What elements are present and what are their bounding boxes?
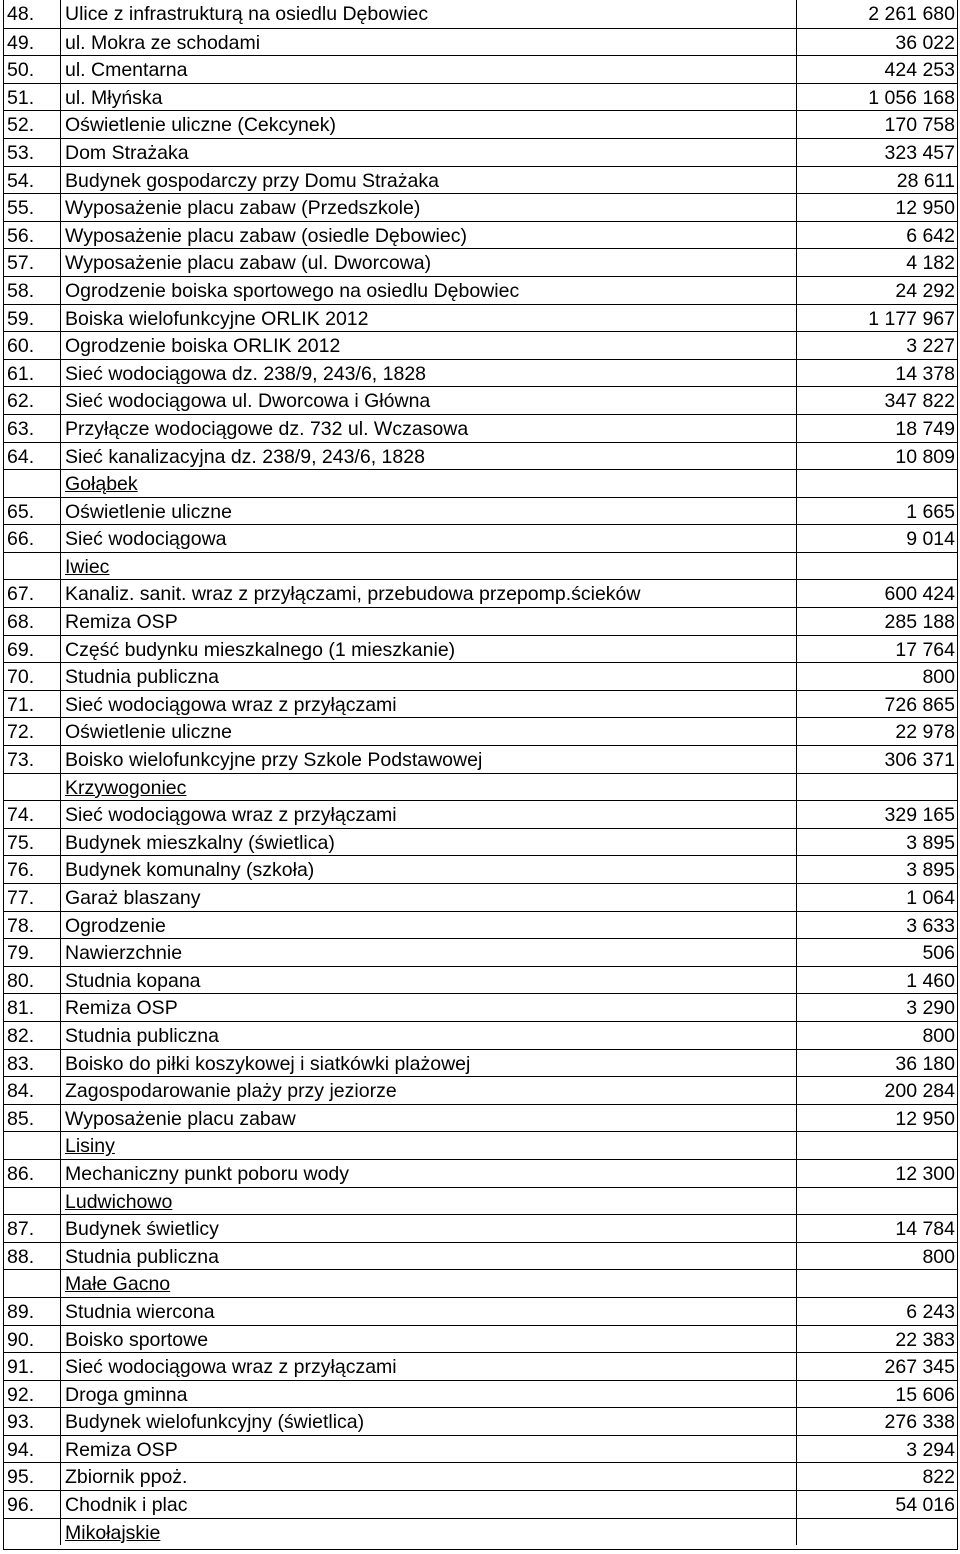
row-number: 88. bbox=[4, 1243, 61, 1270]
item-value: 6 642 bbox=[906, 224, 955, 247]
item-name: Studnia wiercona bbox=[61, 1298, 797, 1325]
section-title: Mikołajskie bbox=[61, 1519, 797, 1546]
item-name: Sieć wodociągowa dz. 238/9, 243/6, 1828 bbox=[61, 360, 797, 387]
section-header-row bbox=[4, 1187, 957, 1215]
table-row bbox=[4, 386, 957, 414]
row-number: 86. bbox=[4, 1160, 61, 1187]
row-number: 92. bbox=[4, 1381, 61, 1408]
section-header-row bbox=[4, 1131, 957, 1159]
table-row bbox=[4, 276, 957, 304]
item-name: Ogrodzenie bbox=[61, 912, 797, 939]
section-title: Lisiny bbox=[61, 1132, 797, 1159]
row-number: 73. bbox=[4, 746, 61, 773]
item-name: Budynek komunalny (szkoła) bbox=[61, 856, 797, 883]
row-number: 84. bbox=[4, 1077, 61, 1104]
item-value: 22 383 bbox=[895, 1328, 955, 1351]
item-name: Ogrodzenie boiska sportowego na osiedlu Dębowiec bbox=[61, 277, 797, 304]
table-row bbox=[4, 1214, 957, 1242]
table-row bbox=[4, 690, 957, 718]
row-number bbox=[4, 1132, 61, 1159]
item-name: Studnia publiczna bbox=[61, 1243, 797, 1270]
item-name: Chodnik i plac bbox=[61, 1491, 797, 1518]
row-number: 94. bbox=[4, 1436, 61, 1463]
item-value: 323 457 bbox=[884, 141, 955, 164]
table-row bbox=[4, 110, 957, 138]
row-number: 78. bbox=[4, 912, 61, 939]
row-number: 58. bbox=[4, 277, 61, 304]
item-name: Budynek świetlicy bbox=[61, 1215, 797, 1242]
table-row bbox=[4, 1435, 957, 1463]
item-name: Zbiornik ppoż. bbox=[61, 1463, 797, 1490]
item-name: ul. Cmentarna bbox=[61, 56, 797, 83]
table-row bbox=[4, 1380, 957, 1408]
item-value: 347 822 bbox=[884, 390, 955, 413]
row-number: 59. bbox=[4, 305, 61, 332]
item-name: Wyposażenie placu zabaw (ul. Dworcowa) bbox=[61, 249, 797, 276]
table-row bbox=[4, 1297, 957, 1325]
item-name: Wyposażenie placu zabaw (Przedszkole) bbox=[61, 194, 797, 221]
item-name: Budynek mieszkalny (świetlica) bbox=[61, 829, 797, 856]
item-value bbox=[797, 1519, 957, 1546]
row-number: 61. bbox=[4, 360, 61, 387]
row-number: 49. bbox=[4, 29, 61, 56]
row-number bbox=[4, 1519, 61, 1546]
item-name: Sieć wodociągowa wraz z przyłączami bbox=[61, 1353, 797, 1380]
item-name: ul. Mokra ze schodami bbox=[61, 29, 797, 56]
row-number: 96. bbox=[4, 1491, 61, 1518]
item-name: Budynek gospodarczy przy Domu Strażaka bbox=[61, 167, 797, 194]
row-number: 74. bbox=[4, 801, 61, 828]
item-value: 800 bbox=[922, 666, 955, 689]
item-name: Sieć wodociągowa wraz z przyłączami bbox=[61, 691, 797, 718]
item-name: Sieć wodociągowa wraz z przyłączami bbox=[61, 801, 797, 828]
item-value: 36 022 bbox=[895, 31, 955, 54]
item-value: 285 188 bbox=[884, 611, 955, 634]
table-row bbox=[4, 828, 957, 856]
item-value: 54 016 bbox=[895, 1494, 955, 1517]
item-name: Mechaniczny punkt poboru wody bbox=[61, 1160, 797, 1187]
item-value: 200 284 bbox=[884, 1080, 955, 1103]
item-name: Dom Strażaka bbox=[61, 139, 797, 166]
table-row bbox=[4, 359, 957, 387]
row-number: 50. bbox=[4, 56, 61, 83]
item-name: Boisko wielofunkcyjne przy Szkole Podstawowej bbox=[61, 746, 797, 773]
row-number: 67. bbox=[4, 580, 61, 607]
item-name: Nawierzchnie bbox=[61, 939, 797, 966]
item-name: Remiza OSP bbox=[61, 608, 797, 635]
item-name: Wyposażenie placu zabaw bbox=[61, 1105, 797, 1132]
item-value: 22 978 bbox=[895, 721, 955, 744]
table-row bbox=[4, 248, 957, 276]
table-row bbox=[4, 0, 957, 28]
row-number: 75. bbox=[4, 829, 61, 856]
item-value: 10 809 bbox=[895, 445, 955, 468]
row-number: 69. bbox=[4, 636, 61, 663]
table-row bbox=[4, 1462, 957, 1490]
section-header-row bbox=[4, 552, 957, 580]
row-number: 64. bbox=[4, 443, 61, 470]
item-value bbox=[797, 553, 957, 580]
item-value bbox=[797, 774, 957, 801]
table-row bbox=[4, 304, 957, 332]
table-row bbox=[4, 579, 957, 607]
item-name: Studnia publiczna bbox=[61, 663, 797, 690]
item-value: 329 165 bbox=[884, 804, 955, 827]
item-name: Sieć kanalizacyjna dz. 238/9, 243/6, 1828 bbox=[61, 443, 797, 470]
item-value: 1 460 bbox=[906, 969, 955, 992]
row-number: 72. bbox=[4, 718, 61, 745]
table-row bbox=[4, 1407, 957, 1435]
item-value: 14 378 bbox=[895, 362, 955, 385]
row-number: 63. bbox=[4, 415, 61, 442]
item-value: 3 290 bbox=[906, 997, 955, 1020]
table-row bbox=[4, 166, 957, 194]
row-number: 77. bbox=[4, 884, 61, 911]
row-number: 57. bbox=[4, 249, 61, 276]
row-number bbox=[4, 553, 61, 580]
table-row bbox=[4, 1242, 957, 1270]
table-row bbox=[4, 745, 957, 773]
table-row bbox=[4, 635, 957, 663]
item-value: 2 261 680 bbox=[868, 3, 955, 25]
item-name: Ulice z infrastrukturą na osiedlu Dębowiec bbox=[61, 0, 797, 28]
item-value: 424 253 bbox=[884, 59, 955, 82]
table-row bbox=[4, 497, 957, 525]
item-name: Boiska wielofunkcyjne ORLIK 2012 bbox=[61, 305, 797, 332]
item-value bbox=[797, 1270, 957, 1297]
item-name: Przyłącze wodociągowe dz. 732 ul. Wczasowa bbox=[61, 415, 797, 442]
item-value: 15 606 bbox=[895, 1383, 955, 1406]
table-row bbox=[4, 717, 957, 745]
item-name: Oświetlenie uliczne bbox=[61, 498, 797, 525]
item-name: Sieć wodociągowa bbox=[61, 525, 797, 552]
item-value: 600 424 bbox=[884, 583, 955, 606]
row-number: 79. bbox=[4, 939, 61, 966]
asset-table bbox=[3, 0, 958, 1550]
row-number: 93. bbox=[4, 1408, 61, 1435]
item-value: 14 784 bbox=[895, 1218, 955, 1241]
item-value: 726 865 bbox=[884, 693, 955, 716]
item-name: Część budynku mieszkalnego (1 mieszkanie) bbox=[61, 636, 797, 663]
table-row bbox=[4, 911, 957, 939]
item-name: Studnia kopana bbox=[61, 967, 797, 994]
section-header-row bbox=[4, 773, 957, 801]
row-number bbox=[4, 774, 61, 801]
table-row bbox=[4, 966, 957, 994]
table-row bbox=[4, 662, 957, 690]
table-row bbox=[4, 331, 957, 359]
item-value bbox=[797, 1132, 957, 1159]
item-value: 306 371 bbox=[884, 749, 955, 772]
item-name: Oświetlenie uliczne (Cekcynek) bbox=[61, 111, 797, 138]
row-number: 80. bbox=[4, 967, 61, 994]
table-row bbox=[4, 28, 957, 56]
item-value: 800 bbox=[922, 1245, 955, 1268]
row-number: 70. bbox=[4, 663, 61, 690]
table-row bbox=[4, 442, 957, 470]
item-value: 1 177 967 bbox=[868, 307, 955, 330]
item-value: 12 300 bbox=[895, 1162, 955, 1185]
table-row bbox=[4, 938, 957, 966]
item-value bbox=[797, 1188, 957, 1215]
item-name: Budynek wielofunkcyjny (świetlica) bbox=[61, 1408, 797, 1435]
row-number: 52. bbox=[4, 111, 61, 138]
table-row bbox=[4, 221, 957, 249]
table-row bbox=[4, 1325, 957, 1353]
table-row bbox=[4, 1076, 957, 1104]
item-value: 3 227 bbox=[906, 335, 955, 358]
section-title: Ludwichowo bbox=[61, 1188, 797, 1215]
item-value: 3 633 bbox=[906, 914, 955, 937]
item-name: Kanaliz. sanit. wraz z przyłączami, przebudowa przepomp.ścieków bbox=[61, 580, 797, 607]
table-row bbox=[4, 800, 957, 828]
section-header-row bbox=[4, 1518, 957, 1546]
row-number: 55. bbox=[4, 194, 61, 221]
table-row bbox=[4, 855, 957, 883]
row-number: 83. bbox=[4, 1050, 61, 1077]
row-number bbox=[4, 470, 61, 497]
row-number: 68. bbox=[4, 608, 61, 635]
row-number: 90. bbox=[4, 1326, 61, 1353]
item-name: ul. Młyńska bbox=[61, 84, 797, 111]
table-row bbox=[4, 1352, 957, 1380]
item-value: 6 243 bbox=[906, 1300, 955, 1323]
row-number: 48. bbox=[4, 0, 61, 28]
item-value: 17 764 bbox=[895, 638, 955, 661]
row-number: 81. bbox=[4, 994, 61, 1021]
item-value: 36 180 bbox=[895, 1052, 955, 1075]
table-row bbox=[4, 55, 957, 83]
table-row bbox=[4, 1049, 957, 1077]
item-value: 506 bbox=[922, 942, 955, 965]
row-number: 82. bbox=[4, 1022, 61, 1049]
item-name: Zagospodarowanie plaży przy jeziorze bbox=[61, 1077, 797, 1104]
item-name: Wyposażenie placu zabaw (osiedle Dębowiec) bbox=[61, 222, 797, 249]
item-value: 1 056 168 bbox=[868, 86, 955, 109]
item-value: 3 294 bbox=[906, 1438, 955, 1461]
section-title: Małe Gacno bbox=[61, 1270, 797, 1297]
item-name: Garaż blaszany bbox=[61, 884, 797, 911]
item-value: 24 292 bbox=[895, 279, 955, 302]
item-value: 1 064 bbox=[906, 887, 955, 909]
item-value bbox=[797, 470, 957, 497]
item-name: Studnia publiczna bbox=[61, 1022, 797, 1049]
item-name: Boisko do piłki koszykowej i siatkówki plażowej bbox=[61, 1050, 797, 1077]
row-number: 65. bbox=[4, 498, 61, 525]
row-number bbox=[4, 1270, 61, 1297]
row-number: 62. bbox=[4, 387, 61, 414]
row-number: 76. bbox=[4, 856, 61, 883]
row-number: 71. bbox=[4, 691, 61, 718]
table-row bbox=[4, 1104, 957, 1132]
item-value: 1 665 bbox=[906, 500, 955, 523]
row-number: 66. bbox=[4, 525, 61, 552]
item-value: 267 345 bbox=[884, 1356, 955, 1379]
item-value: 3 895 bbox=[906, 859, 955, 882]
item-name: Remiza OSP bbox=[61, 1436, 797, 1463]
item-value: 4 182 bbox=[906, 252, 955, 275]
table-row bbox=[4, 193, 957, 221]
item-value: 12 950 bbox=[895, 197, 955, 220]
row-number bbox=[4, 1188, 61, 1215]
row-number: 53. bbox=[4, 139, 61, 166]
row-number: 87. bbox=[4, 1215, 61, 1242]
item-value: 170 758 bbox=[884, 114, 955, 137]
row-number: 51. bbox=[4, 84, 61, 111]
section-title: Gołąbek bbox=[61, 470, 797, 497]
item-name: Boisko sportowe bbox=[61, 1326, 797, 1353]
section-title: Iwiec bbox=[61, 553, 797, 580]
row-number: 89. bbox=[4, 1298, 61, 1325]
table-row bbox=[4, 993, 957, 1021]
item-value: 28 611 bbox=[896, 169, 955, 192]
table-row bbox=[4, 524, 957, 552]
row-number: 54. bbox=[4, 167, 61, 194]
item-value: 18 749 bbox=[895, 417, 955, 440]
table-row bbox=[4, 83, 957, 111]
item-value: 822 bbox=[922, 1466, 955, 1489]
item-name: Remiza OSP bbox=[61, 994, 797, 1021]
table-row bbox=[4, 1159, 957, 1187]
table-row bbox=[4, 1021, 957, 1049]
item-value: 9 014 bbox=[906, 528, 955, 551]
table-row bbox=[4, 1490, 957, 1518]
row-number: 95. bbox=[4, 1463, 61, 1490]
section-title: Krzywogoniec bbox=[61, 774, 797, 801]
item-value: 276 338 bbox=[884, 1411, 955, 1434]
item-name: Oświetlenie uliczne bbox=[61, 718, 797, 745]
section-header-row bbox=[4, 469, 957, 497]
item-name: Ogrodzenie boiska ORLIK 2012 bbox=[61, 332, 797, 359]
section-header-row bbox=[4, 1269, 957, 1297]
row-number: 85. bbox=[4, 1105, 61, 1132]
item-name: Sieć wodociągowa ul. Dworcowa i Główna bbox=[61, 387, 797, 414]
item-name: Droga gminna bbox=[61, 1381, 797, 1408]
table-row bbox=[4, 607, 957, 635]
item-value: 12 950 bbox=[895, 1107, 955, 1130]
table-row bbox=[4, 414, 957, 442]
table-row bbox=[4, 138, 957, 166]
item-value: 3 895 bbox=[906, 831, 955, 854]
table-row bbox=[4, 883, 957, 911]
row-number: 91. bbox=[4, 1353, 61, 1380]
row-number: 60. bbox=[4, 332, 61, 359]
item-value: 800 bbox=[922, 1024, 955, 1047]
row-number: 56. bbox=[4, 222, 61, 249]
